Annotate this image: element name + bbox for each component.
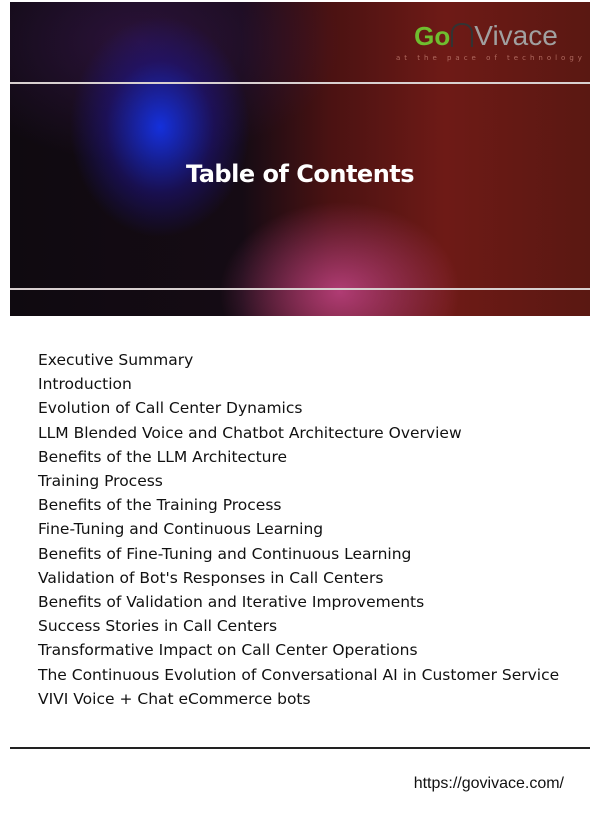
toc-item: Executive Summary bbox=[38, 351, 194, 369]
footer-url-link[interactable]: https://govivace.com/ bbox=[413, 775, 564, 792]
toc-item: Validation of Bot's Responses in Call Centers bbox=[38, 568, 384, 587]
toc-item: Fine-Tuning and Continuous Learning bbox=[38, 520, 324, 539]
table-of-contents bbox=[38, 348, 559, 711]
header-banner bbox=[10, 2, 590, 316]
toc-item: Evolution of Call Center Dynamics bbox=[38, 399, 303, 418]
govivace-logo bbox=[396, 20, 586, 62]
toc-item: Success Stories in Call Centers bbox=[38, 617, 278, 636]
headset-icon bbox=[451, 23, 473, 47]
toc-item: The Continuous Evolution of Conversational AI in Customer Service bbox=[38, 665, 560, 684]
toc-item: Transformative Impact on Call Center Operations bbox=[38, 641, 418, 660]
logo-tagline: at the pace of technology bbox=[396, 54, 586, 62]
logo-go: Go bbox=[414, 21, 451, 51]
toc-item: Introduction bbox=[38, 375, 132, 394]
toc-item: Benefits of Validation and Iterative Improvements bbox=[38, 593, 425, 612]
toc-item: LLM Blended Voice and Chatbot Architecture Overview bbox=[38, 423, 462, 442]
banner-divider-bottom bbox=[10, 288, 590, 290]
toc-item: Benefits of the Training Process bbox=[38, 496, 282, 515]
toc-item: Benefits of Fine-Tuning and Continuous Learning bbox=[38, 544, 412, 563]
toc-item: VIVI Voice + Chat eCommerce bots bbox=[38, 689, 311, 708]
page-title: Table of Contents bbox=[185, 160, 415, 188]
logo-vivace: Vivace bbox=[474, 20, 558, 51]
banner-divider-top bbox=[10, 82, 590, 84]
toc-item: Training Process bbox=[38, 472, 163, 491]
toc-item: Benefits of the LLM Architecture bbox=[38, 447, 288, 466]
footer-divider bbox=[10, 747, 590, 749]
